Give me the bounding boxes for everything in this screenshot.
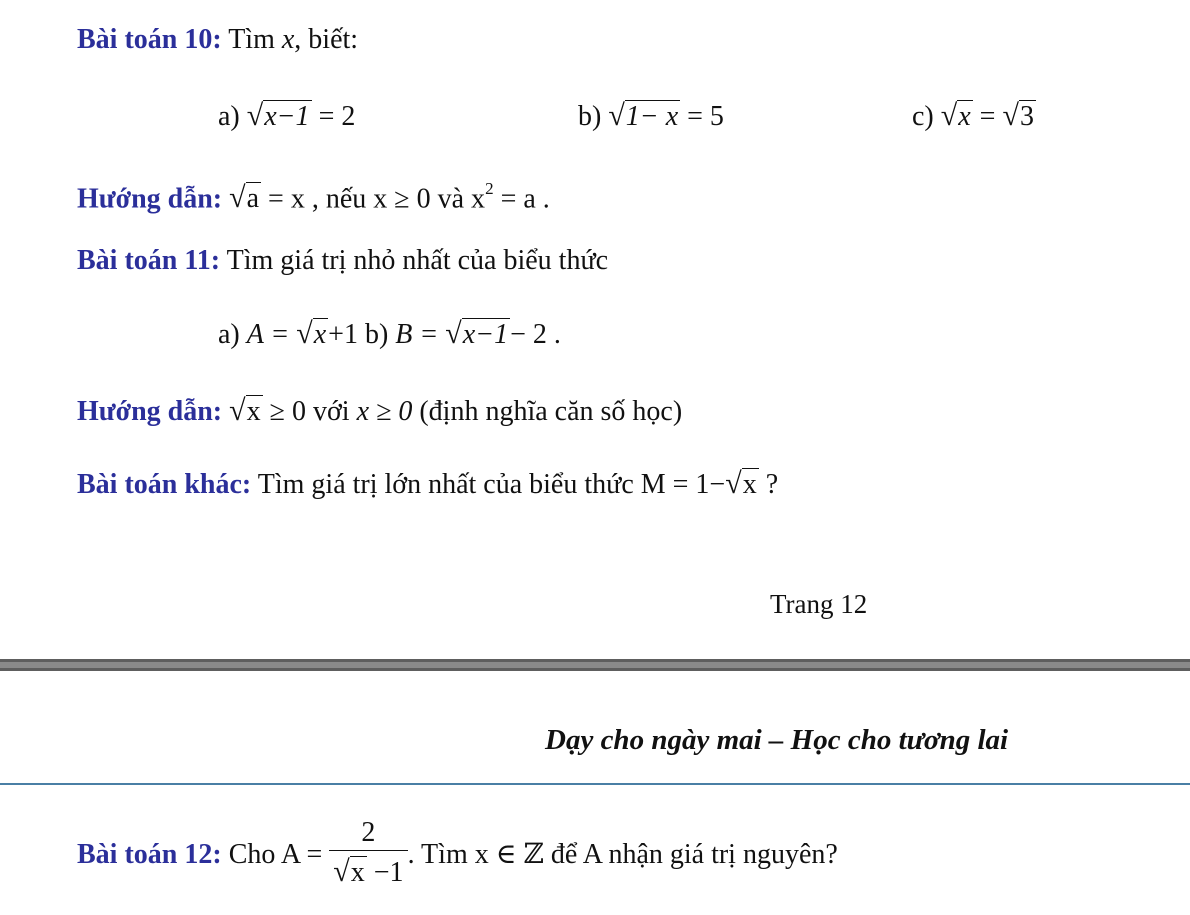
problem-10-c-label: c) bbox=[912, 101, 934, 132]
sqrt-expression: √x−1 bbox=[246, 99, 310, 132]
sqrt-expression: √3 bbox=[1002, 99, 1034, 132]
header-rule bbox=[0, 783, 1190, 785]
equation-rhs: = 5 bbox=[687, 101, 724, 132]
problem-11-parts bbox=[218, 316, 561, 353]
radicand: 3 bbox=[1019, 101, 1034, 132]
fraction-denominator bbox=[329, 850, 407, 890]
hint-1-label: Hướng dẫn: bbox=[77, 183, 223, 215]
problem-11-label: Bài toán 11: bbox=[77, 245, 221, 276]
problem-10-c bbox=[912, 98, 1036, 135]
sqrt-expression: √x bbox=[725, 467, 757, 500]
radicand: 1− x bbox=[625, 101, 679, 132]
sqrt-expression: √1− x bbox=[608, 99, 679, 132]
sqrt-expression: √x bbox=[229, 394, 261, 427]
other-problem-label: Bài toán khác: bbox=[77, 469, 252, 500]
exponent: 2 bbox=[485, 179, 494, 198]
radicand: x bbox=[742, 469, 757, 500]
fraction bbox=[329, 816, 407, 890]
radicand: x−1 bbox=[264, 101, 310, 132]
problem-10-heading bbox=[77, 22, 358, 58]
page-number: Trang 12 bbox=[770, 589, 868, 619]
page-separator bbox=[0, 659, 1190, 671]
hint-2 bbox=[77, 393, 682, 430]
sqrt-expression: √x bbox=[940, 99, 971, 132]
denominator-tail: −1 bbox=[366, 856, 404, 888]
fraction-numerator: 2 bbox=[361, 816, 376, 848]
problem-10-a-label: a) bbox=[218, 101, 240, 132]
problem-10-label: Bài toán 10: bbox=[77, 24, 222, 55]
hint-1 bbox=[77, 174, 550, 217]
problem-10-b-label: b) bbox=[578, 101, 602, 132]
problem-11-a-label: a) bbox=[218, 319, 240, 350]
expression-lhs: B = bbox=[395, 319, 439, 350]
hint-2-text: ≥ 0 với bbox=[269, 396, 350, 427]
expression-lhs: A = bbox=[246, 319, 290, 350]
equals-sign: = bbox=[979, 101, 996, 132]
radicand: x−1 bbox=[462, 319, 509, 350]
radicand: x bbox=[313, 319, 327, 350]
hint-2-condition: x ≥ 0 bbox=[356, 396, 413, 427]
problem-11-heading bbox=[77, 243, 608, 279]
radicand: x bbox=[246, 396, 261, 427]
problem-12-rest: . Tìm x ∈ ℤ để A nhận giá trị nguyên? bbox=[407, 839, 838, 870]
problem-12-text: Cho A = bbox=[228, 839, 323, 870]
hint-1-text: = x , nếu x ≥ 0 và x bbox=[268, 183, 486, 215]
radicand: x bbox=[958, 101, 971, 132]
radicand: a bbox=[246, 183, 260, 215]
problem-10-var: x bbox=[281, 24, 295, 55]
hint-2-label: Hướng dẫn: bbox=[77, 396, 223, 427]
other-problem-text: Tìm giá trị lớn nhất của biểu thức M = 1− bbox=[257, 469, 726, 500]
problem-10-tail: , biết: bbox=[294, 24, 359, 55]
sqrt-expression: √x−1 bbox=[445, 317, 509, 350]
equation-rhs: = 2 bbox=[318, 101, 356, 132]
problem-10-a bbox=[218, 98, 355, 135]
radicand: x bbox=[350, 856, 365, 888]
problem-12 bbox=[77, 818, 838, 894]
problem-11-text: Tìm giá trị nhỏ nhất của biểu thức bbox=[226, 245, 609, 276]
other-problem bbox=[77, 466, 778, 503]
question-mark: ? bbox=[758, 469, 779, 500]
page-header: Dạy cho ngày mai – Học cho tương lai bbox=[545, 724, 1009, 756]
problem-11-b-label: b) bbox=[364, 319, 389, 350]
problem-10-b bbox=[578, 98, 724, 135]
problem-12-label: Bài toán 12: bbox=[77, 839, 222, 870]
sqrt-expression: √a bbox=[229, 181, 260, 215]
expression-rhs: +1 bbox=[328, 319, 358, 350]
sqrt-expression: √x bbox=[296, 317, 327, 350]
expression-rhs: − 2 . bbox=[510, 319, 561, 350]
problem-10-text: Tìm bbox=[228, 24, 275, 55]
hint-1-tail: = a . bbox=[493, 183, 550, 215]
hint-2-note: (định nghĩa căn số học) bbox=[419, 396, 683, 427]
sqrt-expression: √x bbox=[333, 854, 365, 888]
